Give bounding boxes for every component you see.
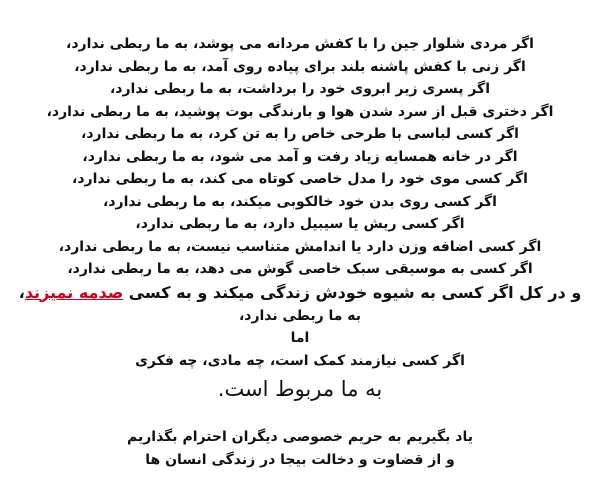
text-line-9: اگر کسی ریش یا سیبیل دارد، به ما ربطی ندارد،	[135, 216, 465, 232]
emphasis-line	[0, 281, 600, 305]
poem-text	[0, 33, 600, 471]
footer-line-1: یاد بگیریم به حریم خصوصی دیگران احترام بگذاریم	[126, 429, 473, 445]
text-line-5: اگر کسی لباسی با طرحی خاص را به تن کرد، به ما ربطی ندارد،	[81, 126, 519, 142]
text-line-4: اگر دختری قبل از سرد شدن هوا و بارندگی بوت پوشید، به ما ربطی ندارد،	[46, 103, 554, 120]
text-line-6: اگر در خانه همسایه زیاد رفت و آمد می شود، به ما ربطی ندارد،	[82, 148, 518, 165]
text-line-3: اگر پسری زیر ابروی خود را برداشت، به ما ربطی ندارد،	[109, 81, 491, 97]
text-line-7: اگر کسی موی خود را مدل خاصی کوتاه می کند، به ما ربطی ندارد،	[72, 171, 528, 187]
text-line-10: اگر کسی اضافه وزن دارد یا اندامش متناسب نیست، به ما ربطی ندارد،	[58, 238, 542, 255]
footer-text	[0, 426, 600, 471]
after-line-3: اگر کسی نیازمند کمک است، چه مادی، چه فکری	[135, 352, 465, 369]
emphasis-suffix: ،	[18, 282, 25, 302]
emphasis-highlight: صدمه نمیزند	[24, 282, 124, 302]
conclusion-text: به ما مربوط است.	[217, 377, 383, 401]
text-line-8: اگر کسی روی بدن خود خالکوبی میکند، به ما ربطی ندارد،	[103, 193, 497, 210]
after-line-2: اما	[290, 330, 310, 346]
text-line-1: اگر مردی شلوار جین را با کفش مردانه می پوشد، به ما ربطی ندارد،	[66, 36, 534, 52]
after-line-1: به ما ربطی ندارد،	[238, 307, 362, 324]
text-line-11: اگر کسی به موسیقی سبک خاصی گوش می دهد، به ما ربطی ندارد،	[67, 261, 533, 277]
text-line-2: اگر زنی با کفش پاشنه بلند برای پیاده روی آمد، به ما ربطی ندارد،	[74, 58, 526, 75]
footer-line-2: و از قضاوت و دخالت بیجا در زندگی انسان ها	[145, 451, 455, 468]
emphasis-prefix: و در کل اگر کسی به شیوه خودش زندگی میکند و به کسی	[123, 282, 582, 302]
